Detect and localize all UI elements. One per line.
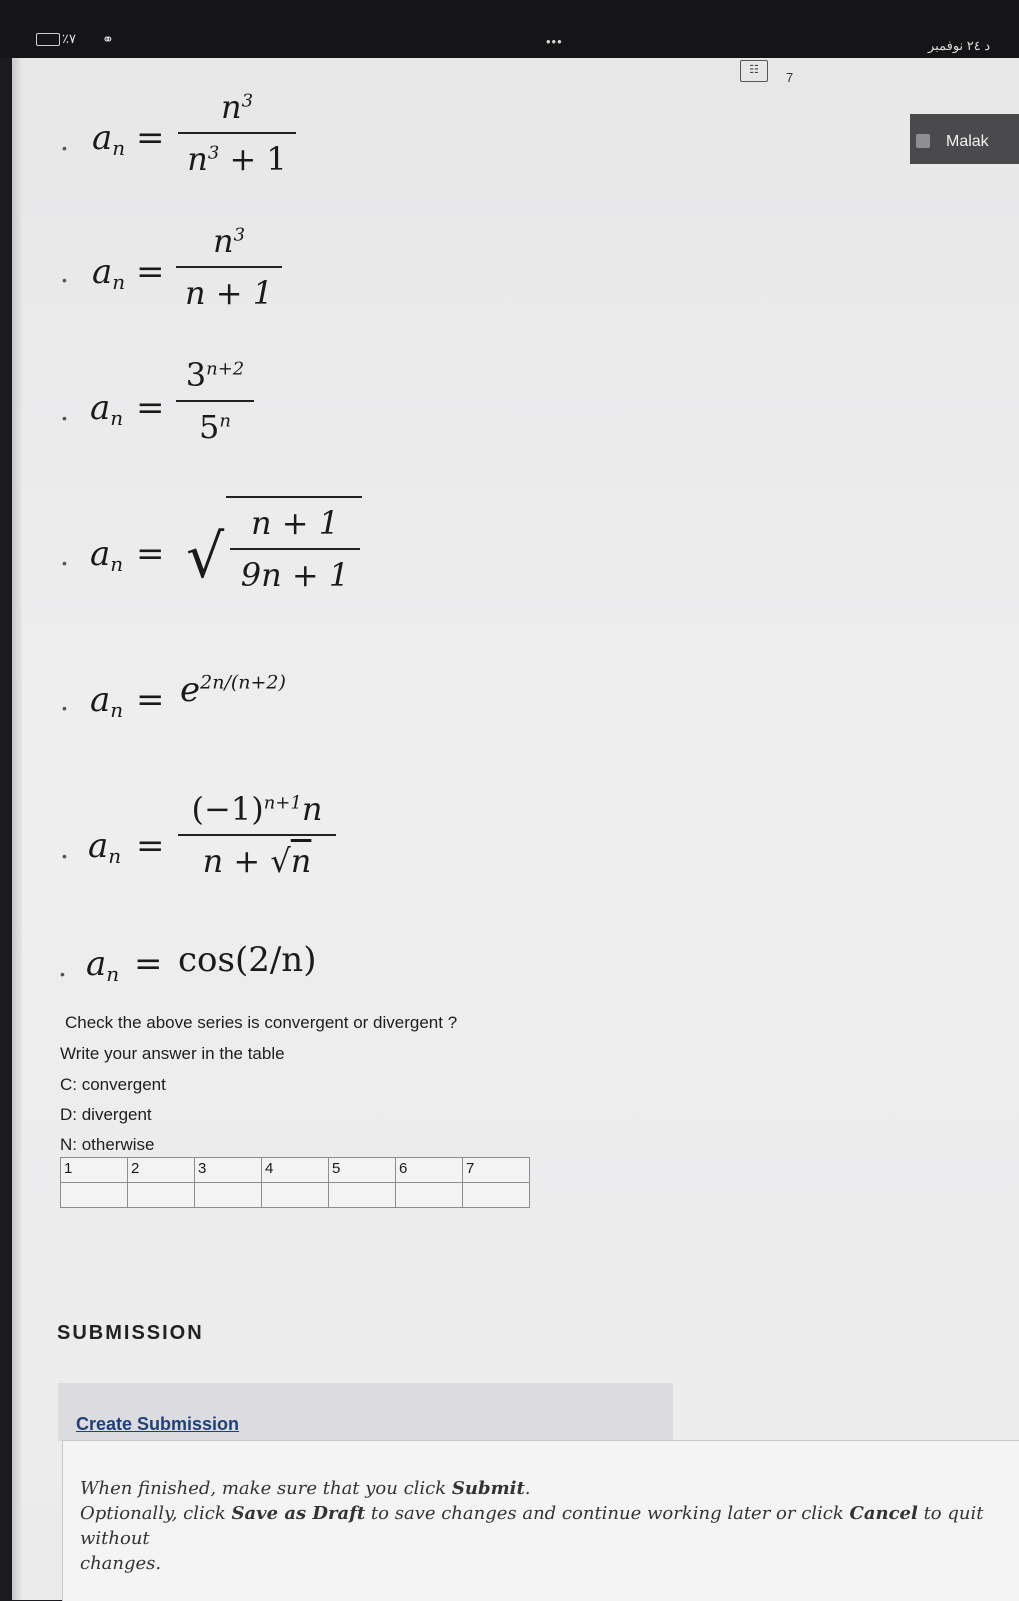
formula-7-lhs: $a_n$ [86, 944, 120, 986]
list-bullet: • [60, 966, 65, 982]
answer-cell[interactable] [262, 1183, 329, 1208]
legend-divergent: D: divergent [60, 1105, 152, 1124]
list-bullet: • [62, 848, 67, 864]
grade-list-icon[interactable]: ☷ [740, 60, 768, 82]
list-bullet: • [62, 140, 67, 156]
save-draft-keyword: Save as Draft [231, 1503, 366, 1524]
sqrt-symbol: √ [186, 522, 225, 592]
link-icon: ⚭ [102, 31, 114, 47]
formula-2-lhs: $a_n$ [92, 252, 126, 294]
list-bullet: • [62, 555, 67, 571]
table-header-cell: 5 [329, 1158, 396, 1183]
answer-cell[interactable] [195, 1183, 262, 1208]
formula-4-fraction: n + 1 9n + 1 [230, 504, 360, 594]
equals-sign: = [136, 826, 165, 866]
answer-cell[interactable] [396, 1183, 463, 1208]
battery-icon [36, 33, 60, 46]
formula-5-lhs: $a_n$ [90, 680, 124, 722]
answer-table [60, 1157, 530, 1208]
equals-sign: = [136, 388, 165, 428]
status-date: د ٢٤ نوفمبر [928, 38, 991, 53]
legend-convergent: C: convergent [60, 1075, 166, 1094]
cancel-keyword: Cancel [849, 1503, 918, 1524]
list-bullet: • [62, 410, 67, 426]
table-header-cell: 7 [463, 1158, 530, 1183]
page-edge [12, 58, 22, 1600]
table-answer-row [61, 1183, 530, 1208]
table-header-cell: 1 [61, 1158, 128, 1183]
submission-heading: SUBMISSION [57, 1322, 204, 1344]
user-avatar-icon [916, 134, 930, 148]
formula-1-lhs: $a_n$ [92, 118, 126, 160]
formula-6-fraction: $(-1)^{n+1}n$ n + √n [178, 790, 336, 880]
grade-number: 7 [786, 70, 794, 85]
device-status-bar [0, 0, 1019, 58]
equals-sign: = [136, 534, 165, 574]
table-header-cell: 6 [396, 1158, 463, 1183]
formula-7-expression: cos(2/n) [178, 940, 317, 980]
more-dots-icon[interactable]: ••• [546, 34, 563, 49]
submit-keyword: Submit [451, 1478, 525, 1499]
sqrt-overline [226, 496, 362, 498]
list-bullet: • [62, 700, 67, 716]
answer-cell[interactable] [128, 1183, 195, 1208]
answer-cell[interactable] [463, 1183, 530, 1208]
formula-1-fraction: $n^3$ $n^3 + 1$ [178, 88, 296, 178]
answer-cell[interactable] [61, 1183, 128, 1208]
formula-4-lhs: $a_n$ [90, 534, 124, 576]
table-header-cell: 4 [262, 1158, 329, 1183]
user-name: Malak [946, 133, 989, 150]
formula-5-expression: $e^{2n/(n+2)}$ [180, 670, 286, 710]
battery-percent: ٪٧ [62, 31, 76, 46]
footer-instructions: When finished, make sure that you click Submit. Optionally, click Save as Draft to save changes and continue working later or click Cancel to quit without changes. [80, 1478, 984, 1574]
list-bullet: • [62, 272, 67, 288]
create-submission-link[interactable]: Create Submission [76, 1414, 240, 1434]
answer-cell[interactable] [329, 1183, 396, 1208]
formula-3-lhs: $a_n$ [90, 388, 124, 430]
equals-sign: = [136, 252, 165, 292]
table-header-cell: 2 [128, 1158, 195, 1183]
formula-2-fraction: $n^3$ n + 1 [176, 222, 282, 312]
instruction-line: Write your answer in the table [60, 1044, 285, 1063]
formula-6-lhs: $a_n$ [88, 826, 122, 868]
equals-sign: = [134, 944, 163, 984]
equals-sign: = [136, 680, 165, 720]
equals-sign: = [136, 118, 165, 158]
legend-otherwise: N: otherwise [60, 1135, 155, 1154]
table-header-cell: 3 [195, 1158, 262, 1183]
instruction-line: Check the above series is convergent or divergent ? [65, 1013, 458, 1032]
formula-3-fraction: $3^{n+2}$ 5$^n$ [176, 356, 254, 446]
table-header-row [61, 1158, 530, 1183]
